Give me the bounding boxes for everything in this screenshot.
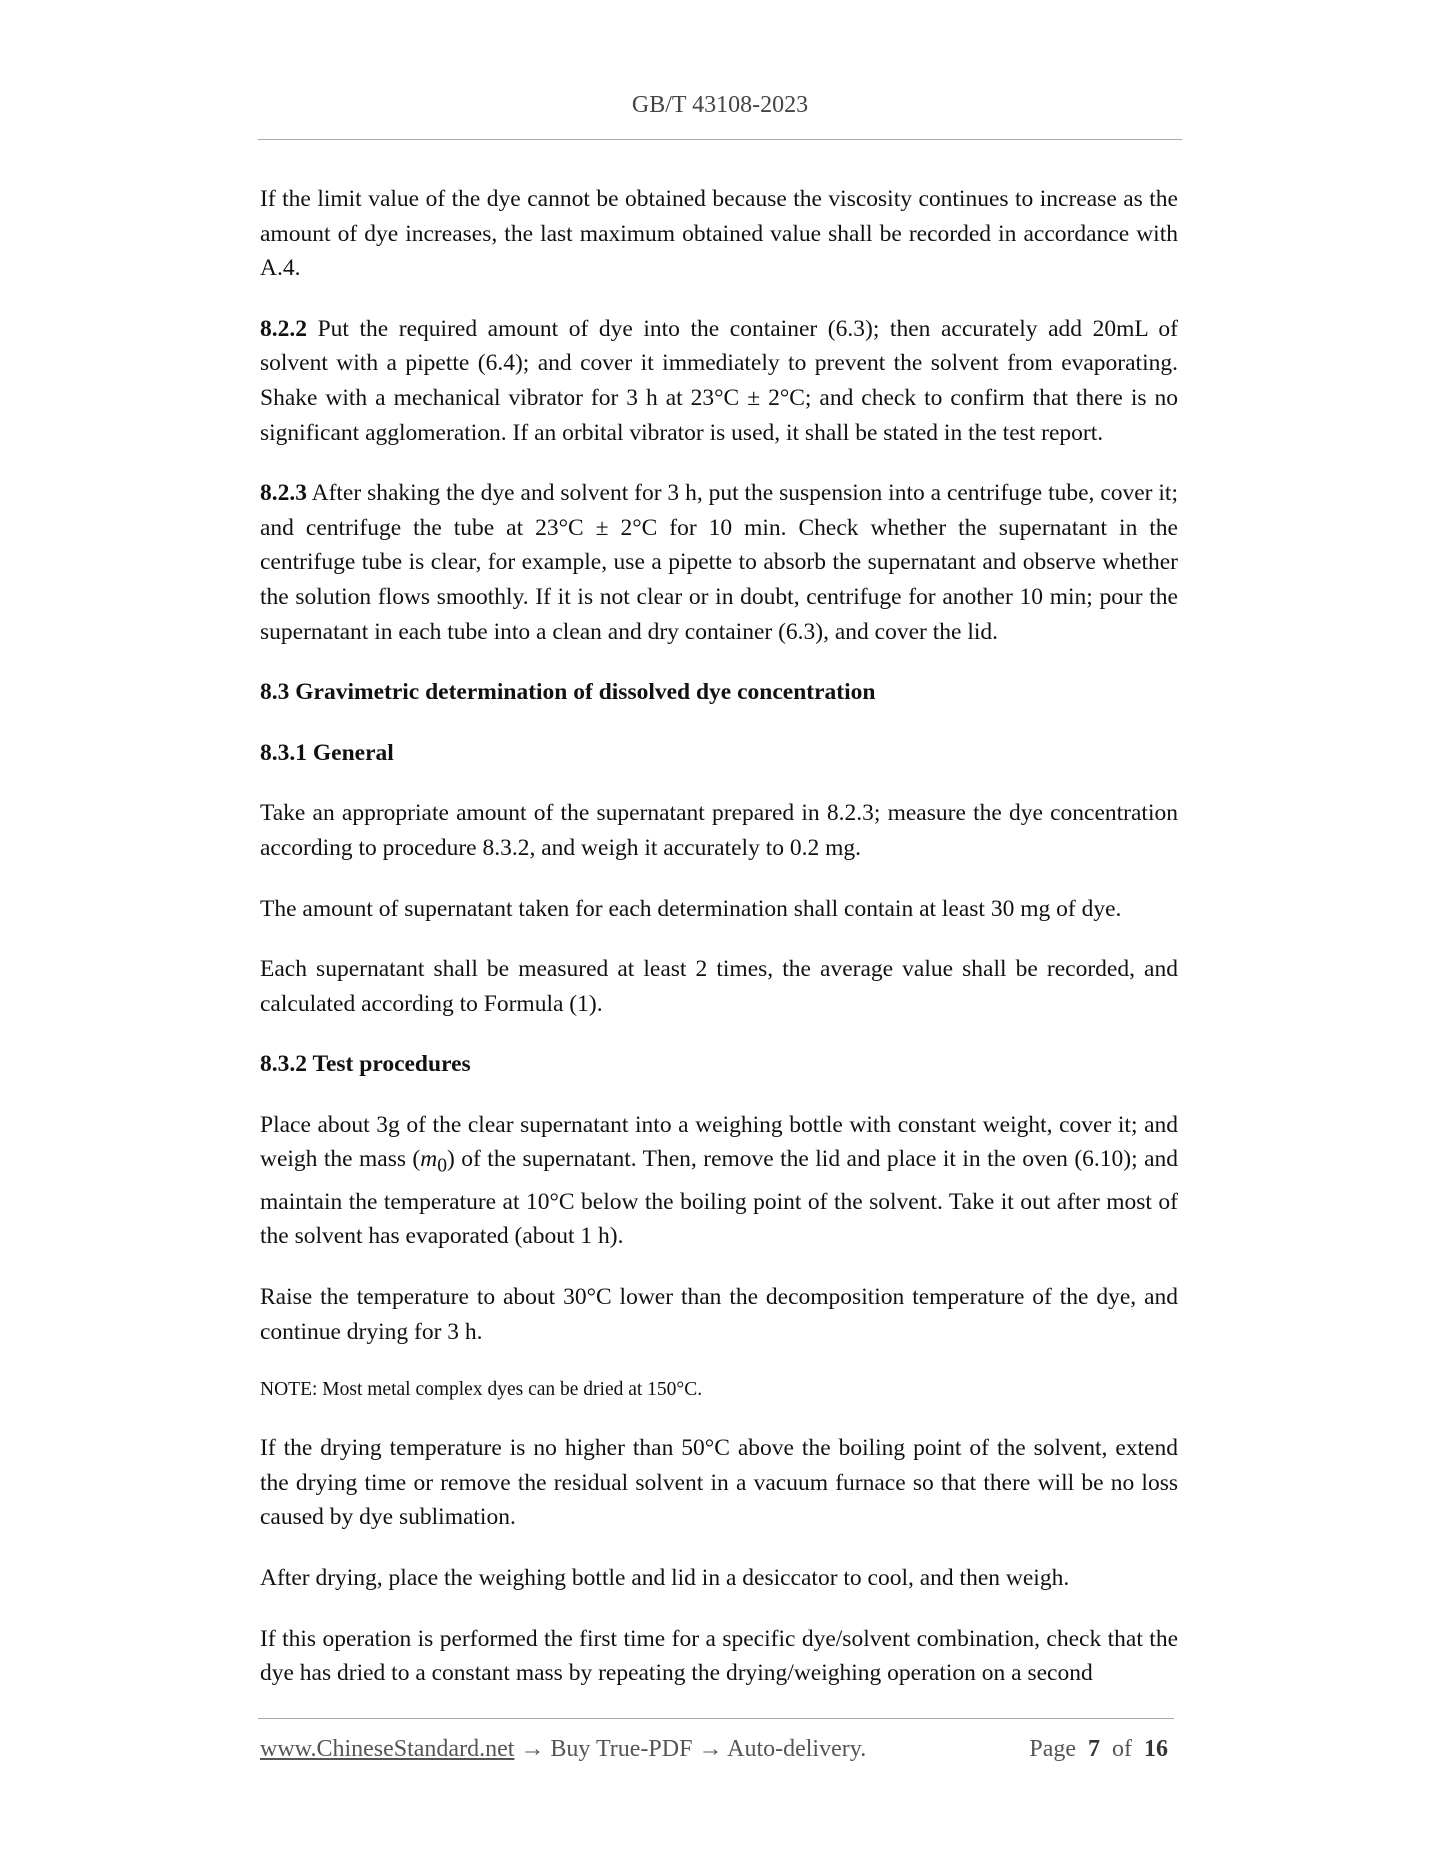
mass-variable: m: [420, 1146, 438, 1173]
paragraph-8-2-2: [260, 312, 1178, 450]
paragraph: If this operation is performed the first time for a specific dye/solvent combination, check that the dye has dried to a constant mass by repeating the drying/weighing operation on a second: [260, 1625, 1178, 1687]
paragraph: Raise the temperature to about 30°C lower than the decomposition temperature of the dye, and continue drying for 3 h.: [260, 1283, 1178, 1345]
section-heading: 8.3 Gravimetric determination of dissolved dye concentration: [260, 679, 876, 706]
current-page: 7: [1088, 1736, 1100, 1762]
site-link[interactable]: www.ChineseStandard.net: [260, 1736, 515, 1762]
mass-subscript: 0: [437, 1156, 448, 1178]
paragraph-8-2-3: [260, 476, 1178, 649]
clause-text: Put the required amount of dye into the container (6.3); then accurately add 20mL of solvent with a pipette (6.4); and cover it immediately to prevent the solvent from evaporating. Shake with a mechanical vibrator for 3 h at 23°C ± 2°C; and check to confirm that there is no significant agglomeration. If an orbital vibrator is used, it shall be stated in the test report.: [260, 315, 1178, 446]
paragraph: After drying, place the weighing bottle and lid in a desiccator to cool, and then weigh.: [260, 1564, 1070, 1591]
paragraph: If the limit value of the dye cannot be obtained because the viscosity continues to increase as the amount of dye increases, the last maximum obtained value shall be recorded in accordance with A.4.: [260, 186, 1178, 282]
clause-number: 8.2.2: [260, 315, 307, 342]
page-counter: Page 7 of 16: [1029, 1736, 1168, 1762]
paragraph: The amount of supernatant taken for each determination shall contain at least 30 mg of dye.: [260, 895, 1122, 922]
paragraph: If the drying temperature is no higher than 50°C above the boiling point of the solvent, extend the drying time or remove the residual solvent in a vacuum furnace so that there will be no loss caused by dye sublimation.: [260, 1435, 1178, 1531]
subsection-heading: 8.3.1 General: [260, 739, 394, 766]
page-content: [260, 182, 1178, 1691]
paragraph: Each supernatant shall be measured at least 2 times, the average value shall be recorded, and calculated according to Formula (1).: [260, 956, 1178, 1017]
paragraph: Place about 3g of the clear supernatant into a weighing bottle with constant weight, cover it; and weigh the mass $(m_0)$ of the supernatant. Then, remove the lid and place it in the oven (6.10); and maintain the temperature at 10°C below the boiling point of the solvent. Take it out after most of the solvent has evaporated (about 1 h).: [260, 1111, 1178, 1250]
footer-promo: www.ChineseStandard.net → Buy True-PDF → Auto-delivery.: [260, 1736, 867, 1762]
header-divider: [258, 139, 1182, 140]
paragraph: Take an appropriate amount of the supernatant prepared in 8.2.3; measure the dye concentration according to procedure 8.3.2, and weigh it accurately to 0.2 mg.: [260, 800, 1178, 861]
page-header: GB/T 43108-2023: [631, 92, 809, 118]
subsection-heading: 8.3.2 Test procedures: [260, 1051, 471, 1078]
clause-text: After shaking the dye and solvent for 3 h, put the suspension into a centrifuge tube, cover it; and centrifuge the tube at 23°C ± 2°C for 10 min. Check whether the supernatant in the centrifuge tube is clear, for example, use a pipette to absorb the supernatant and observe whether the solution flows smoothly. If it is not clear or in doubt, centrifuge for another 10 min; pour the supernatant in each tube into a clean and dry container (6.3), and cover the lid.: [260, 480, 1178, 645]
note: NOTE: Most metal complex dyes can be dried at 150°C.: [260, 1379, 703, 1401]
clause-number: 8.2.3: [260, 480, 307, 507]
total-pages: 16: [1144, 1736, 1168, 1762]
footer-divider: [258, 1718, 1174, 1719]
